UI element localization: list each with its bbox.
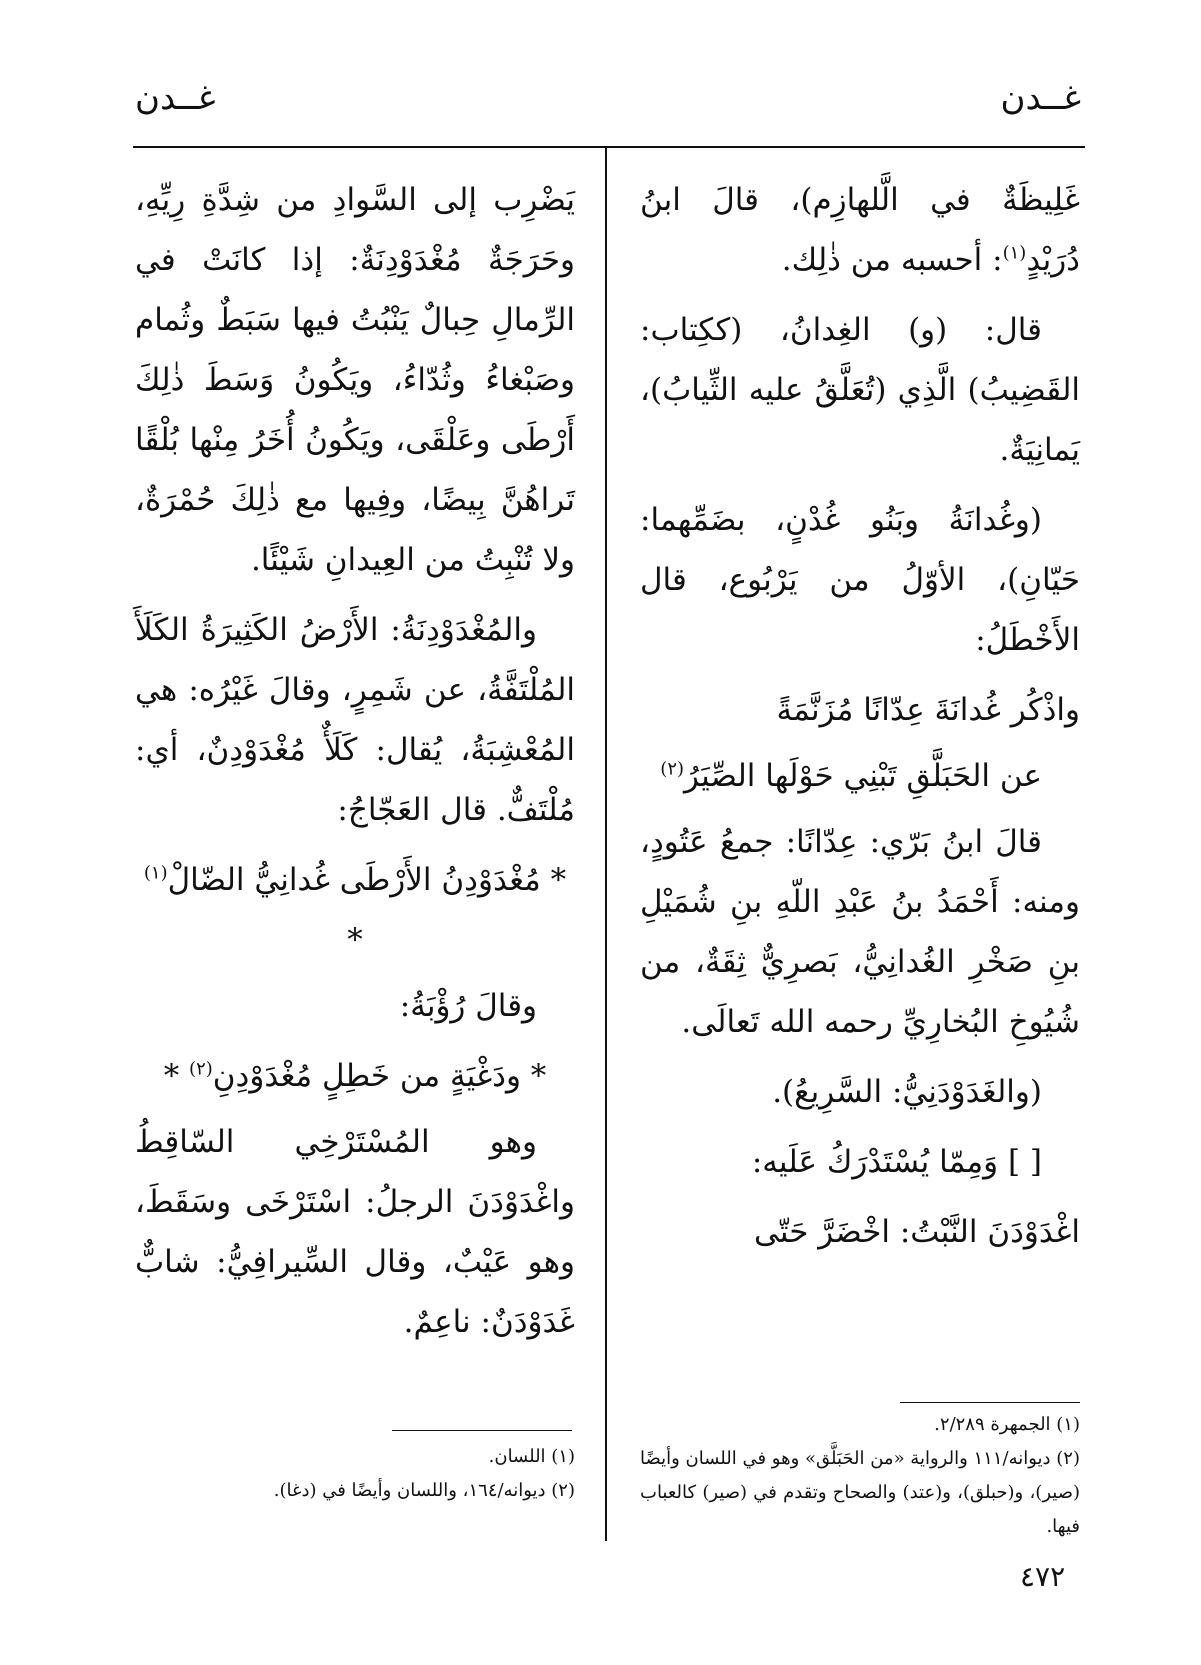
header-rule [133,146,1085,148]
verse-text: * [163,1058,190,1094]
paragraph: قال: (و) الغِدانُ، (ككِتاب: القَضِيبُ) الَّذِي (تُعَلَّقُ عليه الثِّيابُ)، يَمانِيَةٌ. [640,312,1080,468]
paragraph: قالَ ابنُ بَرّي: عِدّانًا: جمعُ عَتُودٍ، ومنه: أَحْمَدُ بنُ عَبْدِ اللّهِ بنِ شُمَيْلِ بنِ صَخْرِ الغُدانِيُّ، بَصرِيٌّ ثِقَةٌ، من شُيُوخِ البُخارِيِّ رحمه الله تَعالَى. [640,824,1080,1040]
right-column [640,170,1080,1272]
footnote-rule [392,1430,572,1431]
paragraph [640,170,1080,290]
left-column [135,170,575,1362]
verse-text: * [347,922,363,958]
footnotes-left [230,1440,575,1508]
verse-line [135,850,575,970]
column-divider [605,146,607,1541]
running-head-right: غــدن [1000,78,1081,118]
paragraph: والمُغْدَوْدِنَةُ: الأَرْضُ الكَثِيرَةُ الكَلَأَ المُلْتَفَّةُ، عن شَمِرٍ، وقالَ غَيْرُه: هي المُعْشِبَةُ، يُقال: كَلَأٌ مُغْدَوْدِنٌ، أي: مُلْتَفٌّ. قال العَجّاجُ: [135,612,575,828]
verse-text: عن الحَبَلَّقِ تَبْنِي حَوْلَها الصِّيَرُ [684,758,1042,794]
paragraph-text: : أحسبه من ذٰلِك. [781,242,1003,278]
footnote-ref: (١) [1002,242,1027,264]
verse-text: * مُغْدَوْدِنُ الأَرْطَى غُدانِيُّ الضّالْ [167,862,567,898]
footnote: (٢) ديوانه/١٦٤، واللسان وأيضًا في (دغا). [273,1480,575,1501]
footnote: (١) الجمهرة ٢/٢٨٩. [934,1414,1080,1435]
footnote: (١) اللسان. [488,1446,575,1467]
footnote: (٢) ديوانه/١١١ والرواية «من الحَبَلَّق» وهو في اللسان وأيضًا (صير)، و(حبلق)، و(عتد) والصحاح وتقدم في (صير) كالعباب فيها. [640,1448,1080,1537]
verse-line: واذْكُر غُدانَةَ عِدّانًا مُزَنَّمَةً [776,692,1080,728]
paragraph: وقالَ رُؤْبَةُ: [399,988,537,1024]
verse-text: * ودَغْيَةٍ من خَطِلٍ مُغْدَوْدِنِ [212,1058,547,1094]
footnotes-right [640,1408,1080,1544]
paragraph: (وغُدانَةُ وبَنُو غُدْنٍ، بضَمِّهما: حَيّانِ)، الأوّلُ من يَرْبُوع، قال الأَخْطَلُ: [640,502,1080,658]
verse-line [640,746,1080,806]
running-head-left: غــدن [135,78,216,118]
footnote-rule [900,1402,1080,1403]
paragraph: (والغَدَوْدَنِيُّ: السَّرِيعُ). [772,1074,1042,1110]
paragraph-text: غَلِيظَةٌ في الَّلهازِم)، قالَ ابنُ دُرَيْدٍ [640,182,1080,278]
verse-line [135,1046,575,1106]
footnote-ref: (٢) [660,758,685,780]
paragraph: اغْدَوْدَنَ النَّبْتُ: اخْضَرَّ حَتّى [754,1214,1080,1250]
page-number: ٤٧٢ [1020,1560,1066,1593]
footnote-ref: (١) [143,862,168,884]
paragraph: [ ] وَمِمّا يُسْتَدْرَكُ عَلَيه: [751,1144,1042,1180]
footnote-ref: (٢) [189,1058,213,1080]
paragraph: وهو المُسْتَرْخِي السّاقِطُ واغْدَوْدَنَ الرجلُ: اسْتَرْخَى وسَقَطَ، وهو عَيْبٌ، وقال السِّيرافِيُّ: شابٌّ غَدَوْدَنٌ: ناعِمٌ. [135,1124,575,1340]
paragraph: يَضْرِب إلى السَّوادِ من شِدَّةِ رِيِّهِ، وحَرَجَةٌ مُغْدَوْدِنَةٌ: إذا كانَتْ في الرِّمالِ حِبالٌ يَنْبُتُ فيها سَبَطٌ وثُمام وصَبْغاءُ وثُدّاءُ، ويَكُونُ وَسَطَ ذٰلِكَ أَرْطَى وعَلْقَى، ويَكُونُ أُخَرُ مِنْها بُلْقًا تَراهُنَّ بِيضًا، وفِيها مع ذٰلِكَ حُمْرَةٌ، ولا تُنْبِتُ من العِيدانِ شَيْئًا. [135,182,575,578]
